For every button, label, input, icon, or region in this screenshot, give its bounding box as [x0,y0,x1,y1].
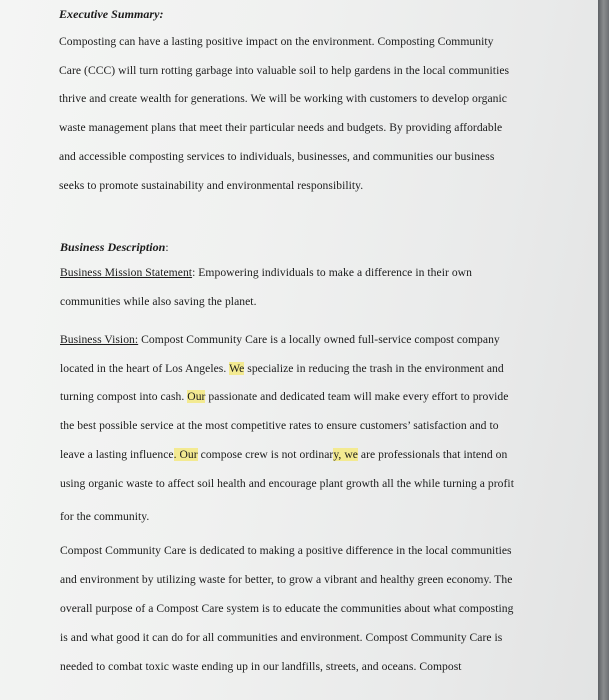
page-edge-background [598,0,609,700]
vision-line: for the community. [60,510,150,523]
executive-summary-line: Care (CCC) will turn rotting garbage into valuable soil to help gardens in the local communities [59,64,510,77]
mission-statement-line [60,266,472,279]
executive-summary-line: seeks to promote sustainability and environmental responsibility. [59,179,364,192]
executive-summary-line: and accessible composting services to individuals, businesses, and communities our business [59,150,495,163]
business-description-heading-row [60,240,169,255]
vision-line [60,362,504,375]
vision-text: specialize in reducing the trash in the environment and [244,362,504,375]
vision-text: compose crew is not ordinar [197,448,334,461]
vision-line: using organic waste to affect soil health and encourage plant growth all the while turning a profit [60,477,514,490]
highlighted-text: Our [187,390,206,403]
executive-summary-line: thrive and create wealth for generations. We will be working with customers to develop organic [59,92,507,105]
vision-text: passionate and dedicated team will make every effort to provide [205,390,509,403]
vision-line [60,333,500,346]
business-description-heading: Business Description [60,240,166,254]
vision-text: turning compost into cash. [60,390,188,403]
vision-text: are professionals that intend on [357,448,508,461]
closing-line: needed to combat toxic waste ending up in our landfills, streets, and oceans. Compost [60,660,462,673]
vision-line: the best possible service at the most competitive rates to ensure customers’ satisfaction and to [60,419,499,432]
mission-statement-text: : Empowering individuals to make a difference in their own [192,266,472,279]
closing-line: overall purpose of a Compost Care system is to educate the communities about what composting [60,602,514,615]
executive-summary-line: Composting can have a lasting positive impact on the environment. Composting Community [59,35,494,48]
mission-statement-line: communities while also saving the planet. [60,295,257,308]
vision-text: leave a lasting influence [60,448,174,461]
executive-summary-line: waste management plans that meet their particular needs and budgets. By providing affordable [59,121,503,134]
executive-summary-heading: Executive Summary: [59,7,164,21]
vision-line [60,448,507,461]
vision-label: Business Vision: [60,333,139,346]
closing-line: Compost Community Care is dedicated to making a positive difference in the local communities [60,544,512,557]
heading-colon: : [165,241,169,254]
vision-text: Compost Community Care is a locally owned full-service compost company [138,333,500,346]
closing-line: is and what good it can do for all communities and environment. Compost Community Care is [60,631,503,644]
closing-line: and environment by utilizing waste for better, to grow a vibrant and healthy green economy. The [60,573,513,586]
highlighted-text: . Our [173,448,198,461]
vision-text: located in the heart of Los Angeles. [60,362,230,375]
highlighted-text: We [229,362,245,375]
highlighted-text: y, we [333,448,358,461]
mission-statement-label: Business Mission Statement [60,266,193,279]
vision-line [60,390,508,403]
